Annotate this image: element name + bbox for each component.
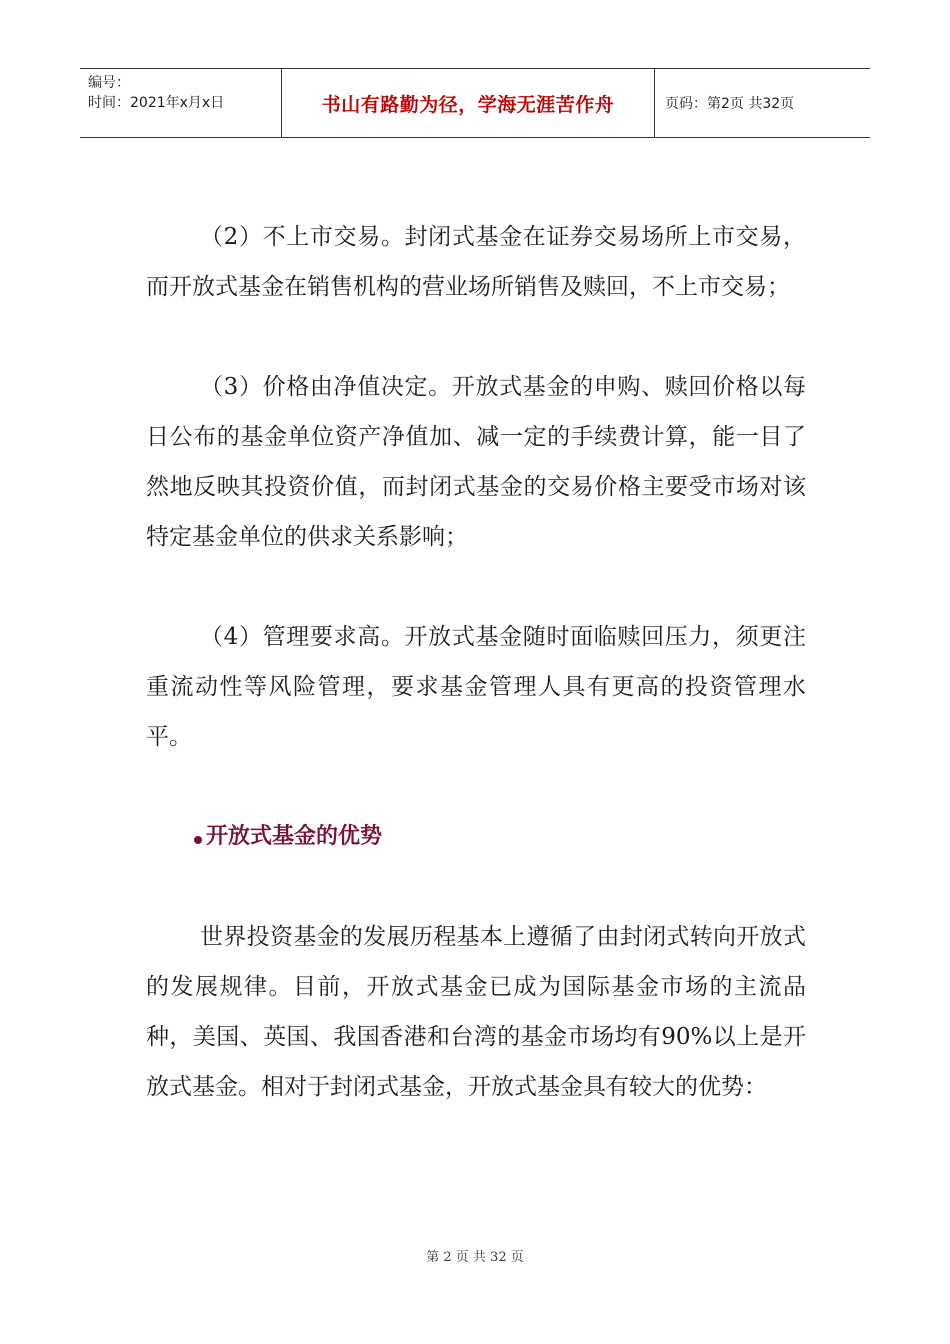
bullet-icon xyxy=(194,836,202,844)
header-meta xyxy=(80,69,282,137)
paragraph-management: （4）管理要求高。开放式基金随时面临赎回压力，须更注重流动性等风险管理，要求基金管理人具有更高的投资管理水平。 xyxy=(146,624,806,750)
section-heading xyxy=(146,812,806,862)
paragraph-advantages: 世界投资基金的发展历程基本上遵循了由封闭式转向开放式的发展规律。目前，开放式基金已成为国际基金市场的主流品种，美国、英国、我国香港和台湾的基金市场均有90%以上是开放式基金。相对于封闭式基金，开放式基金具有较大的优势： xyxy=(146,924,806,1100)
header-motto: 书山有路勤为径，学海无涯苦作舟 xyxy=(282,69,655,137)
serial-number-label: 编号： xyxy=(88,75,130,91)
document-header xyxy=(80,68,870,138)
document-body xyxy=(146,212,806,1162)
time-label: 时间：2021年x月x日 xyxy=(88,95,225,111)
section-heading-text: 开放式基金的优势 xyxy=(206,824,383,849)
paragraph-pricing: （3）价格由净值决定。开放式基金的申购、赎回价格以每日公布的基金单位资产净值加、减一定的手续费计算，能一目了然地反映其投资价值，而封闭式基金的交易价格主要受市场对该特定基金单位的供求关系影响； xyxy=(146,374,806,550)
page-footer: 第 2 页 共 32 页 xyxy=(426,1250,524,1265)
header-page-info: 页码：第2页 共32页 xyxy=(665,96,795,112)
paragraph-listing: （2）不上市交易。封闭式基金在证券交易场所上市交易，而开放式基金在销售机构的营业场所销售及赎回，不上市交易； xyxy=(146,224,806,300)
